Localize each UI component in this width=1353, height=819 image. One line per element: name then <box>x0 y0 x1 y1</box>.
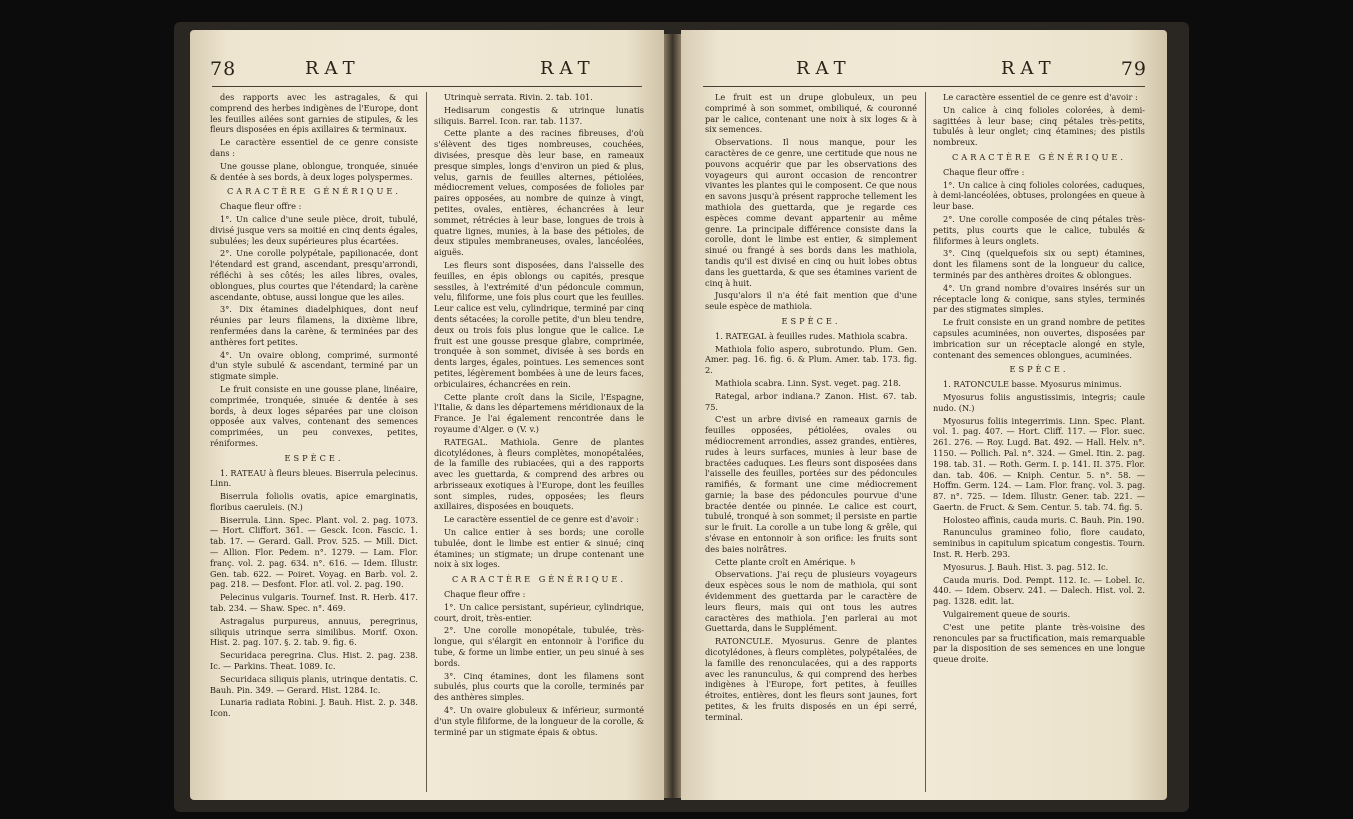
paragraph: Observations. J'ai reçu de plusieurs voyageurs deux espèces sous le nom de mathiola, qui sont évidemment des guettarda par le caractère de leurs fleurs, mais qui ont tous les autres caractères des mathiola. J'en parlerai au mot Guettarda, dans le Supplément. <box>705 569 917 634</box>
paragraph: Mathiola scabra. Linn. Syst. veget. pag. 218. <box>715 377 901 388</box>
paragraph: Utrinquè serrata. Rivin. 2. tab. 101. <box>444 92 593 102</box>
right-page <box>681 30 1167 800</box>
paragraph: Le fruit consiste en un grand nombre de petites capsules acuminées, non ouvertes, disposées par imbrication sur un réceptacle alongé en style, contenant des semences oblongues, acuminées. <box>933 317 1145 360</box>
paragraph: 2°. Une corolle composée de cinq pétales très-petits, plus courts que le calice, tubulés & filiformes à leurs onglets. <box>933 213 1145 246</box>
right-column-1 <box>705 92 917 794</box>
paragraph: 3°. Cinq (quelquefois six ou sept) étamines, dont les filamens sont de la longueur du calice, terminés par des anthères droites & oblongues. <box>933 248 1145 280</box>
paragraph: Ranunculus gramineo folio, flore caudato, seminibus in capitulum spicatum congestis. Tourn. Inst. R. Herb. 293. <box>933 527 1145 560</box>
left-page <box>190 30 664 800</box>
paragraph: Jusqu'alors il n'a été fait mention que d'une seule espèce de mathiola. <box>705 290 917 312</box>
paragraph: Le caractère essentiel de ce genre consiste dans : <box>210 137 418 158</box>
paragraph: Vulgairement queue de souris. <box>943 609 1071 620</box>
paragraph: 3°. Cinq étamines, dont les filamens sont subulés, plus courts que la corolle, terminés par des anthères simples. <box>434 670 644 703</box>
left-page-header <box>210 58 644 86</box>
paragraph: Myosurus foliis angustissimis, integris; caule nudo. (N.) <box>933 391 1145 413</box>
paragraph: Les fleurs sont disposées, dans l'aisselle des feuilles, en épis oblongs ou capités, presque sessiles, à l'extrémité d'un pédoncule commun, velu, filiforme, une fois plus court que les feuilles. Leur calice est velu, cylindrique, terminé par cinq dents sétacées; la corolle petite, d'un bleu tendre, deux ou trois fois plus longue que le calice. Le fruit est une gousse presque glabre, comprimée, tronquée à son sommet, divisée à ses bords en dents larges, égales, pointues. Les semences sont petites, légèrement bombées à une de leurs faces, orbiculaires, échancrées en rein. <box>434 259 644 389</box>
paragraph: ESPÈCE. <box>1009 364 1069 375</box>
right-page-number: 79 <box>1120 58 1147 80</box>
paragraph: Le caractère essentiel de ce genre est d'avoir : <box>444 514 639 525</box>
paragraph: Un calice à cinq folioles colorées, à demi-sagittées à leur base; cinq pétales très-petits, tubulés à leur onglet; cinq étamines; des pistils nombreux. <box>933 104 1145 148</box>
paragraph: Myosurus. J. Bauh. Hist. 3. pag. 512. Ic. <box>943 561 1109 572</box>
paragraph: ESPÈCE. <box>284 452 344 463</box>
paragraph: Lunaria radiata Robini. J. Bauh. Hist. 2. p. 348. Icon. <box>210 697 418 719</box>
paragraph: Cette plante croît dans la Sicile, l'Espagne, l'Italie, & dans les départemens méridionaux de la France. Je l'ai également rencontrée dans le royaume d'Alger. ⊙ (V. v.) <box>434 391 644 434</box>
paragraph: Cauda muris. Dod. Pempt. 112. Ic. — Lobel. Ic. 440. — Idem. Observ. 241. — Dalech. Hist. vol. 2. pag. 1328. edit. lat. <box>933 574 1145 607</box>
paragraph: Le fruit consiste en une gousse plane, linéaire, comprimée, tronquée, sinuée & dentée à ses bords, à deux loges séparées par une cloison opposée aux valves, contenant des semences comprimées, un peu convexes, petites, réniformes. <box>210 383 418 448</box>
paragraph: C'est une petite plante très-voisine des renoncules par sa fructification, mais remarquable par la disposition de ses semences en une longue queue droite. <box>933 621 1145 665</box>
paragraph: 1. RATONCULE basse. Myosurus minimus. <box>943 379 1122 390</box>
paragraph: Hedisarum congestis & utrinque lunatis siliquis. Barrel. Icon. rar. tab. 1137. <box>434 104 644 126</box>
paragraph: 1°. Un calice persistant, supérieur, cylindrique, court, droit, très-entier. <box>434 601 644 623</box>
paragraph: Biserrula. Linn. Spec. Plant. vol. 2. pag. 1073. — Hort. Cliffort. 361. — Gesck. Icon. Fascic. 1. tab. 17. — Gerard. Gall. Prov. 525. — Mill. Dict. — Allion. Flor. Pedem. n°. 1279. — Lam. Flor. franç. vol. 2. pag. 634. n°. 616. — Idem. Illustr. Gen. tab. 622. — Poiret. Voyag. en Barb. vol. 2. pag. 218. — Desfont. Flor. atl. vol. 2. pag. 190. <box>210 514 418 590</box>
paragraph: Cette plante croît en Amérique. ♄ <box>715 556 857 567</box>
paragraph: Observations. Il nous manque, pour les caractères de ce genre, une certitude que nous ne pouvons acquérir que par les observations des voyageurs qui auront occasion de rencontrer vivantes les plantes qui le composent. Ce que nous en savons jusqu'à présent rapproche tellement les mathiola des guettarda, que je regarde ces espèces comme devant appartenir au même genre. La principale différence consiste dans la corolle, dont le limbe est entier, & simplement sinué ou frangé à ses bords dans les mathiola, tandis qu'il est divisé en cinq ou huit lobes obtus dans les guettarda, & que ses étamines varient de cinq à huit. <box>705 137 917 288</box>
paragraph: Chaque fleur offre : <box>444 589 526 600</box>
paragraph: Le caractère essentiel de ce genre est d'avoir : <box>943 92 1138 102</box>
paragraph: 1°. Un calice à cinq folioles colorées, caduques, à demi-lancéolées, obtuses, prolongées en queue à leur base. <box>933 179 1145 212</box>
paragraph: CARACTÈRE GÉNÉRIQUE. <box>952 151 1126 162</box>
left-column-2 <box>434 92 644 794</box>
paragraph: 4°. Un grand nombre d'ovaires insérés sur un réceptacle long & conique, sans styles, terminés par des stigmates simples. <box>933 282 1145 315</box>
paragraph: Securidaca siliquis planis, utrinque dentatis. C. Bauh. Pin. 349. — Gerard. Hist. 1284. Ic. <box>210 673 418 695</box>
right-header-rule <box>703 86 1145 87</box>
right-column-2 <box>933 92 1145 794</box>
paragraph: Le fruit est un drupe globuleux, un peu comprimé à son sommet, ombiliqué, & couronné par le calice, contenant une noix à six loges & à six semences. <box>705 92 917 135</box>
book-gutter <box>664 34 681 798</box>
paragraph: CARACTÈRE GÉNÉRIQUE. <box>227 186 401 197</box>
paragraph: 1°. Un calice d'une seule pièce, droit, tubulé, divisé jusque vers sa moitié en cinq dents égales, subulées; les deux supérieures plus écartées. <box>210 213 418 246</box>
paragraph: Chaque fleur offre : <box>943 166 1025 177</box>
right-running-head-1: RAT <box>796 58 852 79</box>
paragraph: Rategal, arbor indiana.? Zanon. Hist. 67. tab. 75. <box>705 390 917 412</box>
left-column-1 <box>210 92 418 794</box>
paragraph: RATONCULE. Myosurus. Genre de plantes dicotylédones, à fleurs complètes, polypétalées, de la famille des renonculacées, qui a des rapports avec les ranunculus, & qui comprend des herbes indigènes à l'Europe, fort petites, à feuilles étroites, entières, dont les fleurs sont jaunes, fort petites, & les fruits disposés en un épi serré, terminal. <box>705 636 917 722</box>
paragraph: Chaque fleur offre : <box>220 201 302 212</box>
left-column-divider <box>426 92 427 792</box>
paragraph: Une gousse plane, oblongue, tronquée, sinuée & dentée à ses bords, à deux loges polyspermes. <box>210 160 418 182</box>
left-running-head-1: RAT <box>305 58 361 79</box>
left-running-head-2: RAT <box>540 58 596 79</box>
paragraph: Astragalus purpureus, annuus, peregrinus, siliquis utrinque serra similibus. Morif. Oxon. Hist. 2. pag. 107. §. 2. tab. 9. fig. 6. <box>210 615 418 648</box>
left-page-number: 78 <box>210 58 237 80</box>
paragraph: 4°. Un ovaire oblong, comprimé, surmonté d'un style subulé & ascendant, terminé par un stigmate simple. <box>210 349 418 382</box>
right-page-header <box>701 58 1147 86</box>
paragraph: Biserrula foliolis ovatis, apice emarginatis, floribus caeruleis. (N.) <box>210 491 418 512</box>
paragraph: CARACTÈRE GÉNÉRIQUE. <box>452 574 626 585</box>
paragraph: Un calice entier à ses bords; une corolle tubulée, dont le limbe est entier & sinué; cinq étamines; un stigmate; un drupe contenant une noix à six loges. <box>434 527 644 570</box>
paragraph: Securidaca peregrina. Clus. Hist. 2. pag. 238. Ic. — Parkins. Theat. 1089. Ic. <box>210 650 418 672</box>
paragraph: 3°. Dix étamines diadelphiques, dont neuf réunies par leurs filamens, la dixième libre, renfermées dans la carène, & terminées par des anthères fort petites. <box>210 304 418 347</box>
paragraph: C'est un arbre divisé en rameaux garnis de feuilles opposées, pétiolées, ovales ou médiocrement arrondies, assez grandes, entières, rudes à leurs surfaces, munies à leur base de bractées caduques. Les fleurs sont disposées dans l'aisselle des feuilles, portées sur des pédoncules ramifiés, & formant une cime médiocrement garnie; la base des pédoncules pourvue d'une bractée dentée ou pinnée. Le calice est court, tubulé, tronqué à son sommet; il persiste en partie sur le fruit. La corolle a un tube long & grêle, qui s'évase en entonnoir à son orifice: les fruits sont des baies noirâtres. <box>705 414 917 554</box>
paragraph: 2°. Une corolle polypétale, papilionacée, dont l'étendard est grand, ascendant, presqu'arrondi, réfléchi à ses côtés; les ailes libres, ovales, oblongues, plus courtes que l'étendard; la carène ascendante, obtuse, aussi longue que les ailes. <box>210 248 418 302</box>
paragraph: 4°. Un ovaire globuleux & inférieur, surmonté d'un style filiforme, de la longueur de la corolle, & terminé par un stigmate épais & obtus. <box>434 705 644 737</box>
paragraph: 2°. Une corolle monopétale, tubulée, très-longue, qui s'élargit en entonnoir à l'orifice du tube, & forme un limbe entier, un peu sinué à ses bords. <box>434 625 644 668</box>
paragraph: Myosurus foliis integerrimis. Linn. Spec. Plant. vol. 1. pag. 407. — Hort. Cliff. 117. — Flor. suec. 261. 276. — Roy. Lugd. Bat. 492. — Hall. Helv. n°. 1150. — Pollich. Pal. n°. 324. — Gmel. Itin. 2. pag. 198. tab. 31. — Roth. Germ. I. p. 141. II. 375. Flor. dan. tab. 406. — Kniph. Centur. 5. n°. 58. — Hoffm. Germ. 124. — Lam. Flor. franç. vol. 3. pag. 87. n°. 725. — Idem. Illustr. Gener. tab. 221. — Gaertn. de Fruct. & Sem. Centur. 5. tab. 74. fig. 5. <box>933 415 1145 512</box>
paragraph: Cette plante a des racines fibreuses, d'où s'élèvent des tiges nombreuses, couchées, divisées, presque dès leur base, en rameaux presque simples, longs d'environ un pied & plus, velus, garnis de feuilles alternes, pétiolées, médiocrement velues, composées de folioles par paires opposées, au nombre de quinze à vingt, petites, ovales, entières, échancrées à leur sommet, rétrécies à leur base, longues de trois à quatre lignes, munies, à la base des pétioles, de deux stipules membraneuses, ovales, lancéolées, aiguës. <box>434 128 644 258</box>
paragraph: ESPÈCE. <box>781 315 841 326</box>
right-column-divider <box>925 92 926 792</box>
paragraph: Holosteo affinis, cauda muris. C. Bauh. Pin. 190. <box>943 514 1145 525</box>
paragraph: Pelecinus vulgaris. Tournef. Inst. R. Herb. 417. tab. 234. — Shaw. Spec. n°. 469. <box>210 592 418 614</box>
paragraph: des rapports avec les astragales, & qui comprend des herbes indigènes de l'Europe, dont les feuilles ailées sont garnies de stipules, & les fleurs disposées en épis axillaires & terminaux. <box>210 92 418 135</box>
right-running-head-2: RAT <box>1001 58 1057 79</box>
paragraph: Mathiola folio aspero, subrotundo. Plum. Gen. Amer. pag. 16. fig. 6. & Plum. Amer. tab. 173. fig. 2. <box>705 343 917 376</box>
paragraph: RATEGAL. Mathiola. Genre de plantes dicotylédones, à fleurs complètes, monopétalées, de la famille des rubiacées, qui a des rapports avec les guettarda, & comprend des arbres ou arbrisseaux exotiques à l'Europe, dont les feuilles sont simples, rudes, opposées; les fleurs axillaires, disposées en bouquets. <box>434 436 644 512</box>
paragraph: 1. RATEAU à fleurs bleues. Biserrula pelecinus. Linn. <box>210 467 418 489</box>
paragraph: 1. RATEGAL à feuilles rudes. Mathiola scabra. <box>715 330 908 341</box>
left-header-rule <box>212 86 642 87</box>
